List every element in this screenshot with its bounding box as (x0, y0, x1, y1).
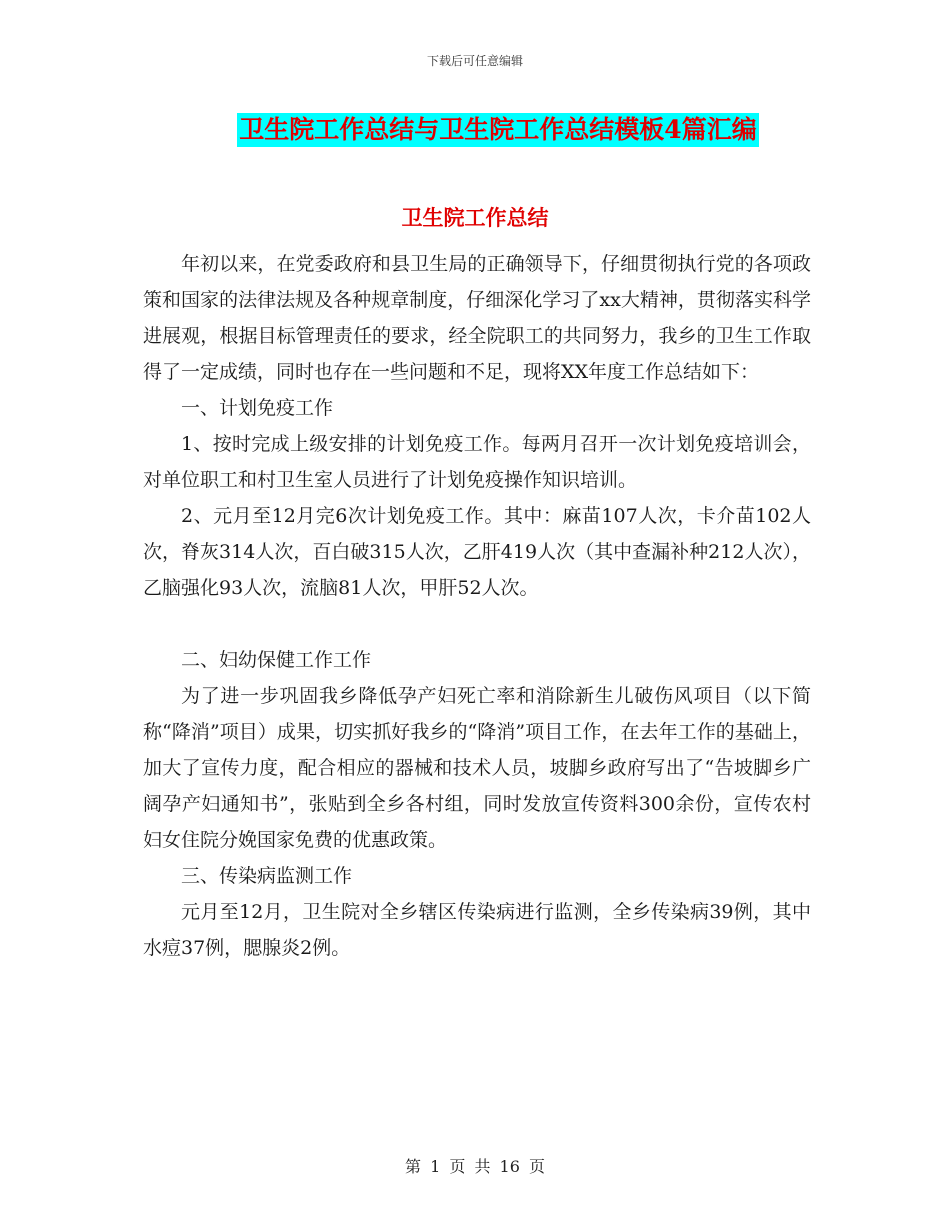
paragraph-immunization-2: 2、元月至12月完6次计划免疫工作。其中：麻苗107人次，卡介苗102人次，脊灰314人次，百白破315人次，乙肝419人次（其中查漏补种212人次），乙脑强化93人次，流脑81人次，甲肝52人次。 (143, 505, 811, 599)
header-note: 下载后可任意编辑 (426, 54, 523, 68)
document-title (0, 113, 950, 147)
heading-infectious-disease: 三、传染病监测工作 (181, 865, 353, 887)
page-footer: 第 1 页 共 16 页 (405, 1157, 545, 1176)
paragraph-intro: 年初以来，在党委政府和县卫生局的正确领导下，仔细贯彻执行党的各项政策和国家的法律法规及各种规章制度，仔细深化学习了xx大精神，贯彻落实科学进展观，根据目标管理责任的要求，经全院职工的共同努力，我乡的卫生工作取得了一定成绩，同时也存在一些问题和不足，现将XX年度工作总结如下： (143, 253, 811, 383)
heading-maternal-child: 二、妇幼保健工作工作 (181, 649, 372, 671)
paragraph-maternal-child: 为了进一步巩固我乡降低孕产妇死亡率和消除新生儿破伤风项目（以下简称“降消”项目）成果，切实抓好我乡的“降消”项目工作，在去年工作的基础上，加大了宣传力度，配合相应的器械和技术人员，坡脚乡政府写出了“告坡脚乡广阔孕产妇通知书”，张贴到全乡各村组，同时发放宣传资料300余份，宣传农村妇女住院分娩国家免费的优惠政策。 (143, 685, 811, 851)
document-body (143, 246, 811, 966)
paragraph-infectious-disease: 元月至12月，卫生院对全乡辖区传染病进行监测，全乡传染病39例，其中水痘37例，腮腺炎2例。 (143, 901, 811, 959)
paragraph-immunization-1: 1、按时完成上级安排的计划免疫工作。每两月召开一次计划免疫培训会，对单位职工和村卫生室人员进行了计划免疫操作知识培训。 (143, 433, 811, 491)
document-title-text: 卫生院工作总结与卫生院工作总结模板4篇汇编 (237, 113, 758, 147)
heading-immunization: 一、计划免疫工作 (181, 397, 334, 419)
section-title: 卫生院工作总结 (401, 205, 549, 230)
